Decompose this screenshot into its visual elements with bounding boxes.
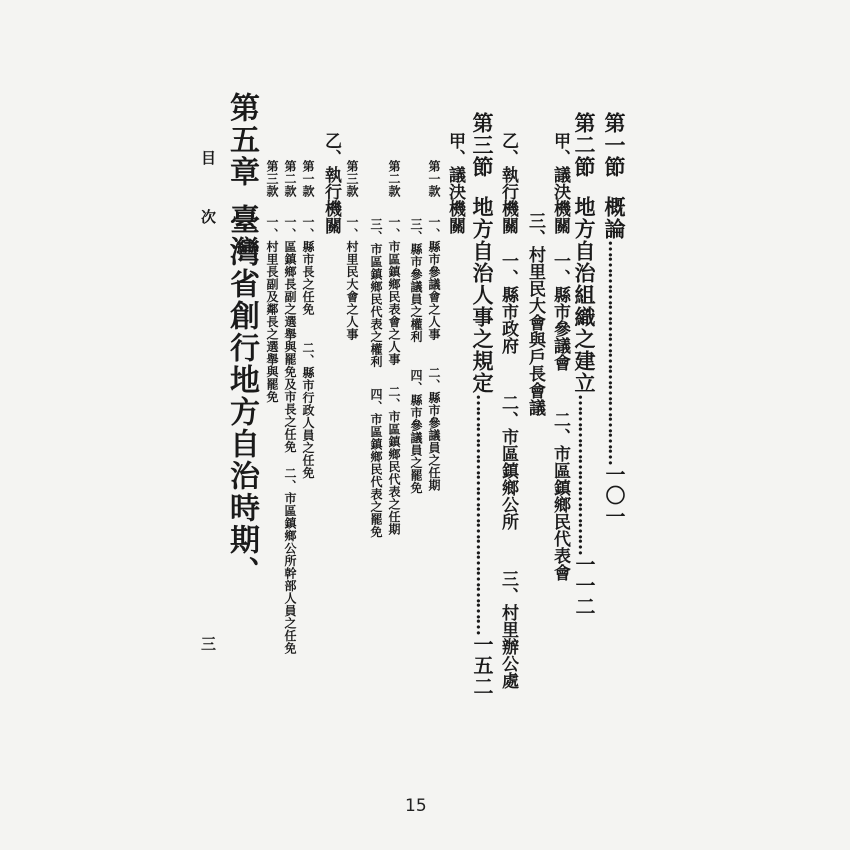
sub-heading: 乙、執行機關 — [498, 132, 518, 234]
leader-dots: …………………………………… — [604, 240, 625, 464]
toc-item: 一、區鎮鄉長副之選舉與罷免及市長之任免 — [283, 215, 297, 453]
toc-3a-kuan-2-line-1[interactable] — [388, 160, 400, 536]
toc-item: 二、縣市行政人員之任免 — [301, 341, 315, 479]
running-head: 目次 — [199, 150, 217, 268]
toc-3a-kuan-1-line-2[interactable] — [410, 218, 422, 494]
kuan-label: 第三款 — [265, 160, 279, 198]
toc-section-1[interactable] — [604, 112, 625, 527]
toc-section-3-sub-a[interactable] — [446, 132, 463, 234]
chapter-title: 臺灣省創行地方自治時期、 — [224, 204, 259, 588]
toc-section-2-sub-b[interactable] — [499, 132, 516, 689]
toc-item: 三、村里民大會與戶長會議 — [525, 212, 545, 416]
kuan-label: 第三款 — [345, 160, 359, 198]
toc-item: 二、市區鎮鄉公所幹部人員之任免 — [283, 467, 297, 655]
kuan-label: 第一款 — [301, 160, 315, 198]
toc-item: 四、市區鎮鄉民代表之罷免 — [369, 388, 383, 538]
section-1-page: 一〇一 — [602, 464, 626, 527]
section-2-label: 第二節 — [572, 112, 597, 178]
toc-section-2-sub-a[interactable] — [551, 132, 568, 581]
chapter-5-heading[interactable] — [224, 92, 259, 588]
kuan-label: 第二款 — [283, 160, 297, 198]
section-3-page: 一五二 — [470, 634, 494, 697]
section-3-title: 地方自治人事之規定 — [470, 196, 495, 394]
section-2-title: 地方自治組織之建立 — [572, 196, 597, 394]
leader-dots: ……………………………………… — [472, 394, 493, 634]
leader-dots: ………………………… — [574, 394, 595, 554]
toc-item: 一、縣市政府 — [498, 252, 518, 354]
toc-item: 二、市區鎮鄉民代表之任期 — [387, 385, 401, 536]
toc-item: 一、縣市參議會之人事 — [427, 215, 441, 341]
toc-item: 二、縣市參議員之任期 — [427, 366, 441, 492]
section-1-title: 概論 — [602, 196, 627, 240]
toc-3a-kuan-2-line-2[interactable] — [370, 218, 382, 538]
section-3-label: 第三節 — [470, 112, 495, 178]
kuan-label: 第二款 — [387, 160, 401, 198]
running-page-kanji: 三 — [199, 636, 217, 651]
section-1-label: 第一節 — [602, 112, 627, 178]
toc-3a-kuan-3[interactable] — [346, 160, 358, 341]
toc-3b-kuan-3[interactable] — [266, 160, 278, 403]
toc-item: 一、縣市長之任免 — [301, 215, 315, 316]
toc-3a-kuan-1-line-1[interactable] — [428, 160, 440, 492]
toc-item: 一、縣市參議會 — [550, 252, 570, 371]
section-2-page: 一一二 — [572, 554, 596, 617]
toc-3b-kuan-1[interactable] — [302, 160, 314, 479]
toc-item: 一、市區鎮鄉民表會之人事 — [387, 215, 401, 366]
toc-item: 二、市區鎮鄉公所 — [498, 394, 518, 530]
sub-heading: 乙、執行機關 — [321, 132, 341, 234]
sub-heading: 甲、議決機關 — [445, 132, 465, 234]
toc-3b-kuan-2[interactable] — [284, 160, 296, 655]
toc-item: 二、市區鎮鄉民代表會 — [550, 411, 570, 581]
page-number: 15 — [405, 796, 427, 816]
sub-heading: 甲、議決機關 — [550, 132, 570, 234]
toc-section-2[interactable] — [574, 112, 595, 617]
toc-section-3-sub-b[interactable] — [322, 132, 339, 234]
toc-item: 三、市區鎮鄉民代表之權利 — [369, 218, 383, 368]
toc-item: 四、縣市參議員之罷免 — [409, 369, 423, 494]
toc-item: 一、村里長副及鄰長之選舉與罷免 — [265, 215, 279, 403]
toc-section-3[interactable] — [472, 112, 493, 697]
toc-section-2-sub-a-3[interactable] — [526, 212, 543, 416]
toc-item: 三、縣市參議員之權利 — [409, 218, 423, 343]
toc-item: 一、村里民大會之人事 — [345, 215, 359, 341]
chapter-label: 第五章 — [224, 92, 259, 188]
kuan-label: 第一款 — [427, 160, 441, 198]
toc-item: 三、村里辦公處 — [498, 570, 518, 689]
